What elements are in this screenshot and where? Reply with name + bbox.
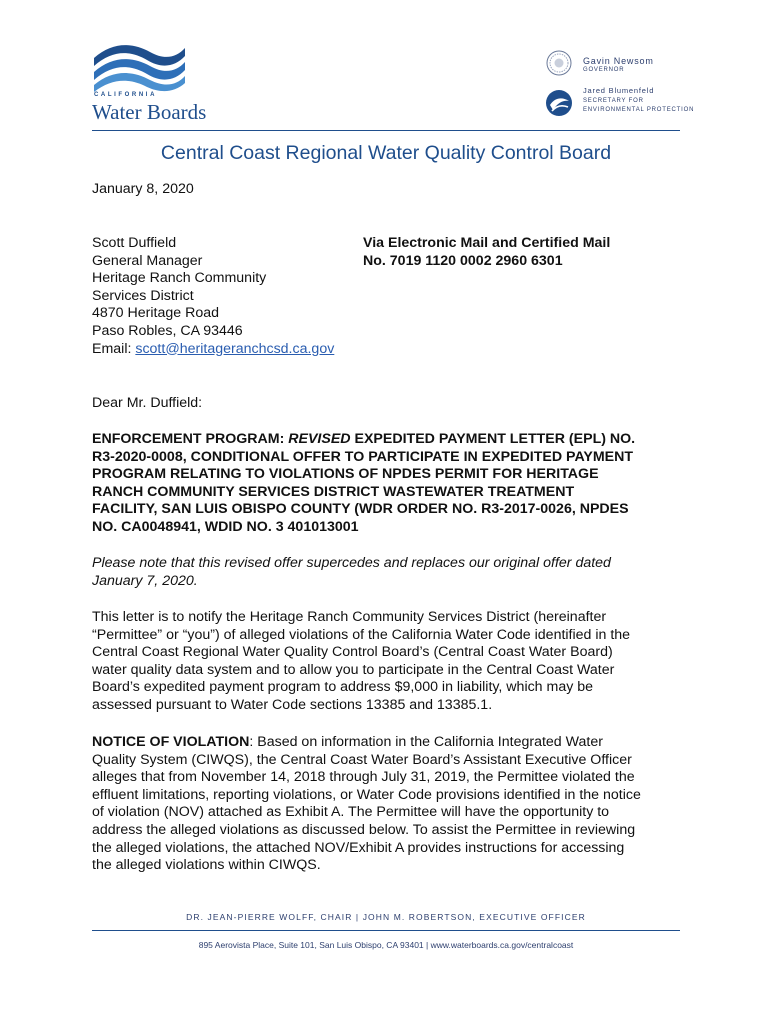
state-seal-icon <box>546 50 572 76</box>
paragraph-notice-of-violation <box>92 734 641 875</box>
secretary-title <box>583 97 694 115</box>
logo-state-text: CALIFORNIA <box>94 92 157 98</box>
paragraph-line <box>92 734 641 752</box>
calepa-logo-icon <box>544 88 574 118</box>
paragraph-line: the alleged violations, the attached NOV/Exhibit A provides instructions for accessing <box>92 839 625 856</box>
paragraph-line: This letter is to notify the Heritage Ranch Community Services District (hereinafter <box>92 609 607 625</box>
note-line: January 7, 2020. <box>92 572 198 589</box>
paragraph-line: effluent limitations, reporting violations, or Water Code provisions identified in the notice <box>92 786 641 803</box>
subject-text: ENFORCEMENT PROGRAM: <box>92 431 289 447</box>
subject-line: NO. CA0048941, WDID NO. 3 401013001 <box>92 518 359 535</box>
footer-address: 895 Aerovista Place, Suite 101, San Luis Obispo, CA 93401 | www.waterboards.ca.gov/centralcoast <box>198 940 574 950</box>
revision-note <box>92 555 611 590</box>
paragraph-line: assessed pursuant to Water Code sections 13385 and 13385.1. <box>92 696 493 713</box>
secretary-name: Jared Blumenfeld <box>583 86 655 95</box>
board-title: Central Coast Regional Water Quality Control Board <box>160 142 612 164</box>
paragraph-line: alleges that from November 14, 2018 through July 31, 2019, the Permittee violated the <box>92 769 635 786</box>
paragraph-line: Quality System (CIWQS), the Central Coast Water Board’s Assistant Executive Officer <box>92 751 632 768</box>
letter-date: January 8, 2020 <box>92 181 194 197</box>
logo-name-text: Water Boards <box>92 100 207 124</box>
footer-officers: DR. JEAN-PIERRE WOLFF, CHAIR | JOHN M. ROBERTSON, EXECUTIVE OFFICER <box>186 912 586 922</box>
subject-text: EXPEDITED PAYMENT LETTER (EPL) NO. <box>350 431 636 447</box>
paragraph-line: Central Coast Regional Water Quality Control Board’s (Central Coast Water Board) <box>92 644 613 661</box>
paragraph-line: of violation (NOV) attached as Exhibit A. The Permittee will have the opportunity to <box>92 804 610 821</box>
paragraph-line: “Permittee” or “you”) of alleged violations of the California Water Code identified in the <box>92 626 631 643</box>
subject-line: PROGRAM RELATING TO VIOLATIONS OF NPDES PERMIT FOR HERITAGE <box>92 466 599 483</box>
governor-name: Gavin Newsom <box>583 56 654 66</box>
governor-title: GOVERNOR <box>583 67 625 73</box>
water-boards-waves-icon <box>92 40 187 92</box>
delivery-line: Via Electronic Mail and Certified Mail <box>363 235 611 251</box>
recipient-name: Scott Duffield <box>92 235 177 251</box>
subject-line: RANCH COMMUNITY SERVICES DISTRICT WASTEWATER TREATMENT <box>92 483 575 500</box>
paragraph-line: water quality data system and to allow you to participate in the Central Coast Water <box>92 661 615 678</box>
salutation: Dear Mr. Duffield: <box>92 395 203 411</box>
water-boards-logo <box>92 40 212 126</box>
subject-block <box>92 431 635 537</box>
paragraph-line: address the alleged violations as discussed below. To assist the Permittee in reviewing <box>92 821 636 838</box>
recipient-address <box>92 235 334 358</box>
recipient-org: Services District <box>92 287 194 304</box>
recipient-city: Paso Robles, CA 93446 <box>92 322 243 339</box>
recipient-email-line <box>92 341 334 359</box>
subject-line <box>92 431 635 449</box>
subject-line: FACILITY, SAN LUIS OBISPO COUNTY (WDR ORDER NO. R3-2017-0026, NPDES <box>92 501 629 518</box>
secretary-title-line: ENVIRONMENTAL PROTECTION <box>583 107 695 113</box>
recipient-org: Heritage Ranch Community <box>92 270 267 287</box>
paragraph-intro <box>92 609 630 715</box>
delivery-method <box>363 235 610 270</box>
subject-line: R3-2020-0008, CONDITIONAL OFFER TO PARTICIPATE IN EXPEDITED PAYMENT <box>92 448 634 465</box>
delivery-line: No. 7019 1120 0002 2960 6301 <box>363 252 563 269</box>
section-heading: NOTICE OF VIOLATION <box>92 734 250 750</box>
header-divider <box>92 130 680 131</box>
paragraph-text: : Based on information in the California Integrated Water <box>249 734 603 750</box>
email-label: Email: <box>92 340 136 357</box>
email-link[interactable]: scott@heritageranchcsd.ca.gov <box>135 340 335 357</box>
footer-divider <box>92 930 680 931</box>
recipient-title: General Manager <box>92 252 203 269</box>
subject-emphasis: REVISED <box>288 431 351 447</box>
recipient-street: 4870 Heritage Road <box>92 305 219 322</box>
secretary-title-line: SECRETARY FOR <box>583 98 644 104</box>
paragraph-line: the alleged violations within CIWQS. <box>92 857 321 874</box>
note-line: Please note that this revised offer supercedes and replaces our original offer dated <box>92 555 611 571</box>
paragraph-line: Board’s expedited payment program to address $9,000 in liability, which may be <box>92 679 594 696</box>
